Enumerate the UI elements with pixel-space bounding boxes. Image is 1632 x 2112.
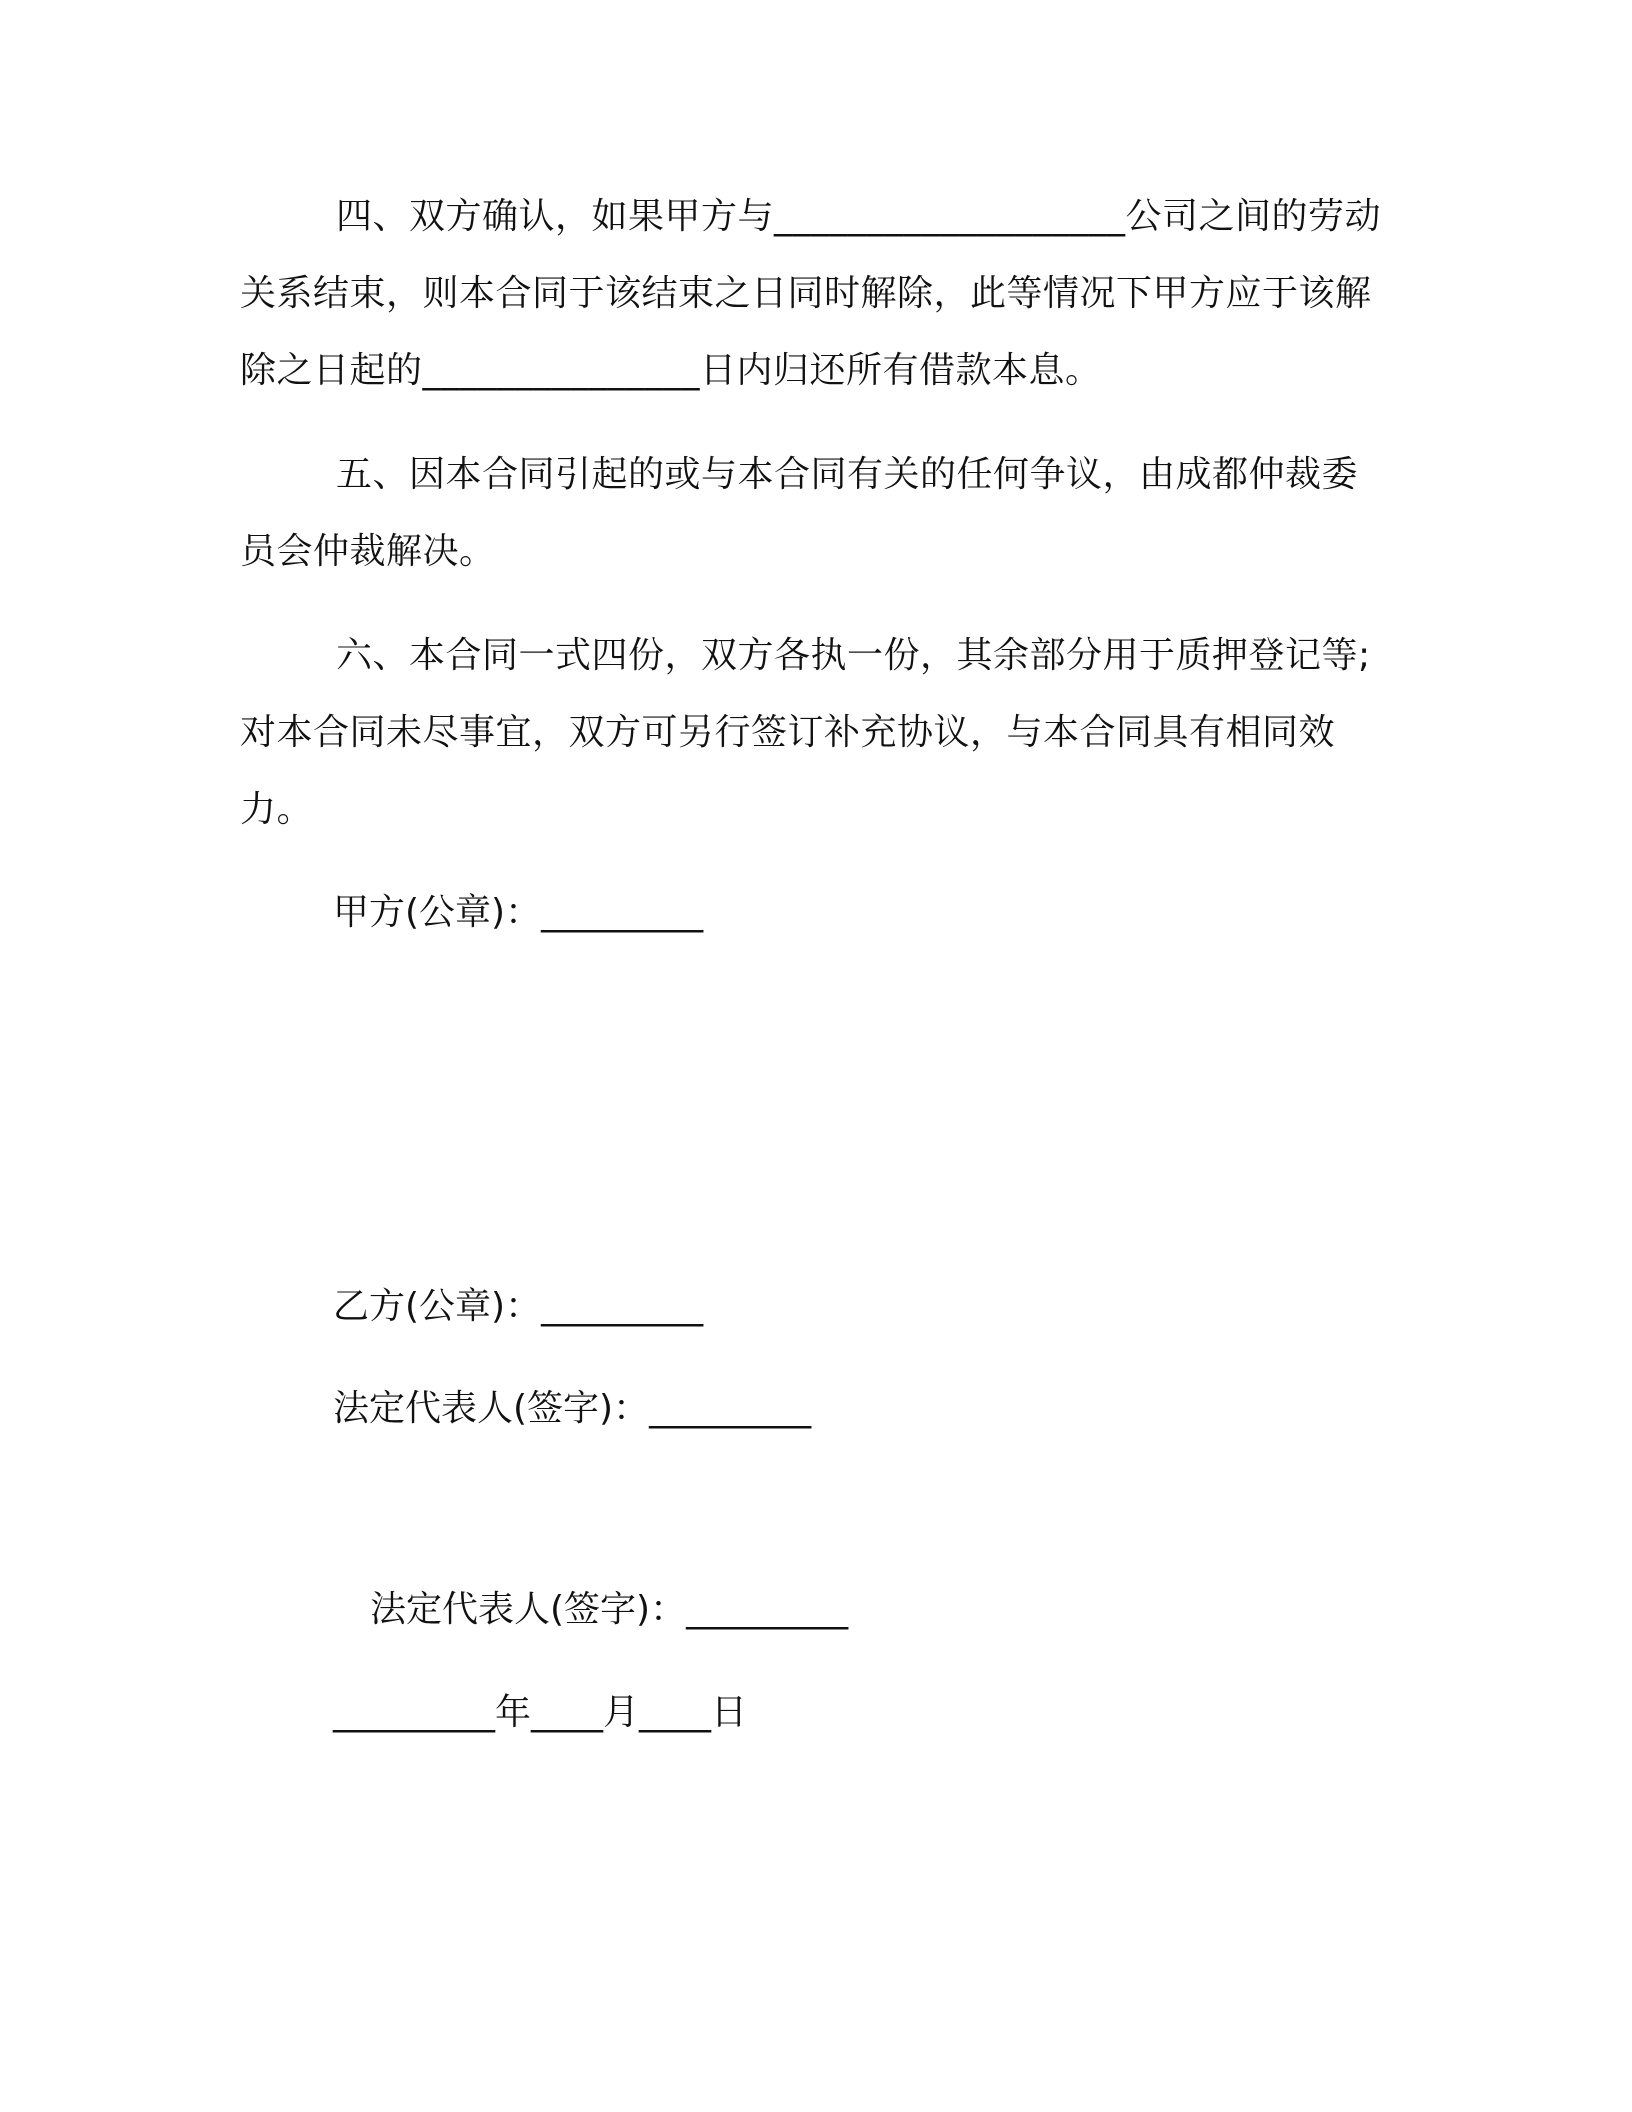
clause-four-blank2: _______________ xyxy=(422,350,701,391)
date-line xyxy=(333,1674,747,1751)
rep2-label: 法定代表人(签字)： xyxy=(370,1589,687,1630)
month-blank: ____ xyxy=(531,1692,604,1733)
clause-five: 五、因本合同引起的或与本合同有关的任何争议，由成都仲裁委员会仲裁解决。 xyxy=(240,454,1359,572)
day-label: 日 xyxy=(711,1692,748,1733)
rep1-label: 法定代表人(签字)： xyxy=(333,1388,650,1429)
party-b-label: 乙方(公章)： xyxy=(333,1286,542,1327)
day-blank: ____ xyxy=(639,1692,712,1733)
clause-six: 六、本合同一式四份，双方各执一份，其余部分用于质押登记等;对本合同未尽事宜，双方可另行签订补充协议，与本合同具有相同效力。 xyxy=(240,635,1371,830)
party-a-label: 甲方(公章)： xyxy=(333,892,542,933)
party-b-signature-line xyxy=(333,1268,703,1345)
rep-signature-line-1 xyxy=(333,1370,811,1447)
rep2-blank: _________ xyxy=(686,1589,849,1630)
month-label: 月 xyxy=(603,1692,640,1733)
clause-four-part1: 四、双方确认，如果甲方与 xyxy=(336,196,775,237)
year-blank: _________ xyxy=(333,1692,495,1733)
clause-four xyxy=(240,178,1390,409)
party-a-blank: _________ xyxy=(541,892,704,933)
party-a-signature-line xyxy=(333,874,703,951)
rep-signature-line-2 xyxy=(370,1571,848,1648)
clause-four-blank1: ___________________ xyxy=(774,196,1126,237)
year-label: 年 xyxy=(495,1692,532,1733)
clause-four-part3: 日内归还所有借款本息。 xyxy=(700,350,1102,391)
rep1-blank: _________ xyxy=(649,1388,812,1429)
clause-four-part2: 公司之间的劳动关系结束，则本合同于该结束之日同时解除，此等情况下甲方应于该解除之日起的 xyxy=(240,196,1382,391)
party-b-blank: _________ xyxy=(541,1286,704,1327)
